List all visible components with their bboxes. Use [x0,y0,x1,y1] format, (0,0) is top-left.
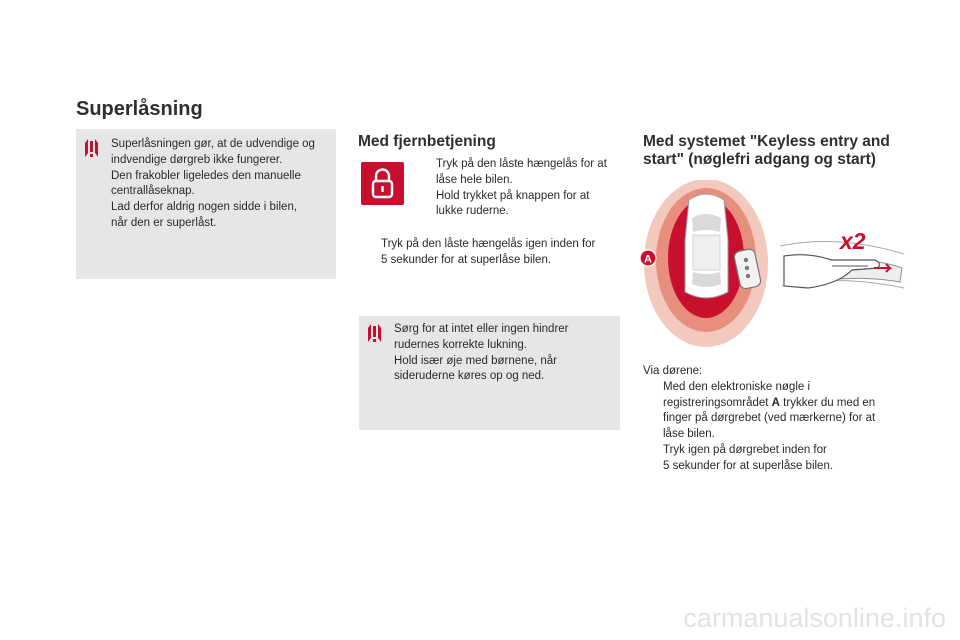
warning-text-line: Lad derfor aldrig nogen sidde i bilen, [111,201,298,214]
heading-keyless-line1: Med systemet "Keyless entry and [643,133,890,150]
warning-icon [83,139,100,161]
bullet-marker [416,157,436,220]
heading-keyless-line2: start" (nøglefri adgang og start) [643,151,876,168]
page-title: Superlåsning [76,98,203,120]
warning-text-line: Den frakobler ligeledes den manuelle [111,169,301,182]
step-text-line: Tryk på den låste hængelås for at [436,158,607,170]
zone-label: A [644,253,652,266]
footer-watermark: carmanualsonline.info [683,603,946,633]
step-text-line: 5 sekunder for at superlåse bilen. [381,253,552,266]
step-text-line: låse hele bilen. [436,173,513,186]
heading-remote: Med fjernbetjening [358,133,496,150]
step-text-line: Med den elektroniske nøgle i [663,380,811,393]
warning-box-superlock [76,129,336,279]
warning-box-windows [359,316,620,430]
step-text-line: lukke ruderne. [436,205,509,218]
press-count: x2 [840,228,866,254]
warning-text-line: indvendige dørgreb ikke fungerer. [111,153,283,166]
step-text-line: Tryk på den låste hængelås igen inden for [381,238,596,250]
keyless-step-2 [643,443,913,475]
warning-text-line: Superlåsningen gør, at de udvendige og [111,138,315,150]
step-text-line [663,396,875,412]
warning-text-line: Sørg for at intet eller ingen hindrer [394,323,569,335]
lock-button-icon [361,162,404,205]
warning-text-line: Hold især øje med børnene, når [394,354,557,367]
remote-step-1 [416,157,626,220]
warning-text-line: sideruderne køres op og ned. [394,370,545,383]
zone-reference: A [771,396,780,409]
remote-step-2 [361,237,623,269]
step-text-fragment: trykker du med en [779,396,876,409]
padlock-icon [361,162,404,205]
bullet-marker [361,237,381,269]
step-text-line: Tryk igen på dørgrebet inden for [663,443,827,456]
via-doors-label: Via dørene: [643,365,703,377]
step-text-line: låse bilen. [663,428,715,441]
warning-icon [366,324,383,346]
keyless-zone-illustration [640,180,775,352]
step-text-line: 5 sekunder for at superlåse bilen. [663,459,834,472]
step-text-line: finger på dørgrebet (ved mærkerne) for at [663,412,876,425]
keyless-step-1 [643,380,913,443]
bullet-marker [643,443,663,475]
step-text-fragment: registreringsområdet [663,396,772,409]
warning-text-line: rudernes korrekte lukning. [394,338,527,351]
bullet-marker [643,380,663,443]
warning-text-line: når den er superlåst. [111,216,217,229]
step-text-line: Hold trykket på knappen for at [436,189,590,202]
warning-text-line: centrallåseknap. [111,185,195,198]
car-top-view [685,194,728,298]
